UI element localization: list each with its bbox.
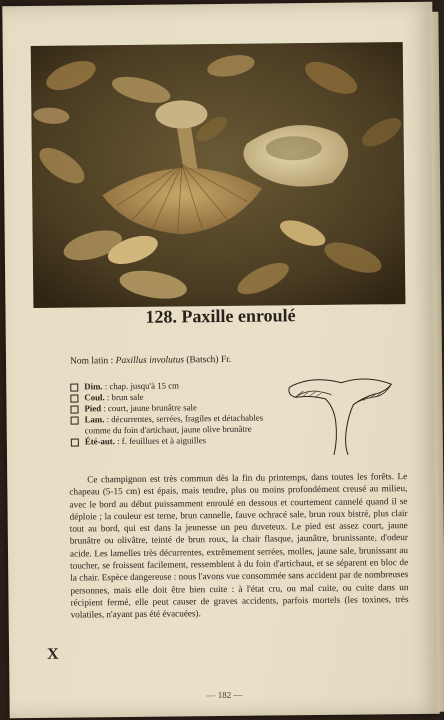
latin-binomial: Paxillus involutus: [115, 355, 185, 367]
spec-item: [71, 434, 267, 447]
spec-label: Coul.: [84, 392, 105, 403]
spec-text: : f. feuillues et à aiguilles: [114, 435, 207, 447]
checkbox-icon: [71, 417, 79, 425]
book-page: [2, 2, 439, 718]
spec-text: : chap. jusqu'à 15 cm: [102, 380, 179, 392]
spec-label: Dim.: [84, 381, 103, 392]
spec-list: [70, 380, 267, 448]
checkbox-icon: [70, 406, 78, 414]
checkbox-icon: [70, 395, 78, 403]
latin-name: [70, 355, 231, 367]
spec-text: : décurrentes, serrées, fragiles et détachables comme du foin d'artichaut, jaune olive brunâtre: [84, 412, 264, 436]
page-number: — 182 —: [206, 689, 243, 701]
spec-label: Été-aut.: [84, 436, 115, 447]
checkbox-icon: [71, 438, 79, 446]
spec-text: : brun sale: [104, 391, 144, 403]
mushroom-photo: [31, 42, 406, 308]
checkbox-icon: [70, 383, 78, 391]
spec-label: Lam.: [84, 414, 105, 425]
description-paragraph: Ce champignon est très commun dès la fin du printemps, dans toutes les forêts. Le chapeau (5-15 cm) est épais, mais tendre, plus ou moins profondément creusé au milieu, avec le bord au début puissamment enroulé en dessous et courtement cannelé quand il se déploie ; la couleur est terne, brun cannelle, fauve ochracé sale, brun roux bistré, plus clair tout au bord, qui est dans la jeunesse un peu duveteux. Le pied est assez court, jaune brunâtre ou olivâtre, teinté de brun roux, la chair flasque, jaunâtre, brunissante, d'odeur acide. Les lamelles très décurrentes, extrêmement serrées, molles, jaune sale, brunissant au toucher, se froissent facilement, ressemblent à du foin d'artichaut, et se séparent en bloc de la chair. Espèce dangereuse : nous l'avons vue consommée sans accident par de nombreuses personnes, mais elle doit être bien cuite : à l'état cru, ou mal cuite, ou cuite dans un récipient fermé, elle peut causer de graves accidents, parfois mortels (les toxines, très volatiles, n'ayant pas été évacuées).: [69, 471, 409, 620]
mushroom-section-drawing: [281, 364, 402, 457]
spec-label: Pied: [84, 403, 102, 414]
toxicity-mark: X: [46, 645, 59, 663]
page-edge: [430, 12, 444, 712]
spec-item: [71, 413, 267, 436]
latin-prefix: Nom latin :: [69, 356, 116, 367]
latin-authority: (Batsch) Fr.: [183, 354, 232, 366]
species-title: 128. Paxille enroulé: [145, 305, 296, 327]
spec-text: : court, jaune brunâtre sale: [101, 402, 197, 414]
